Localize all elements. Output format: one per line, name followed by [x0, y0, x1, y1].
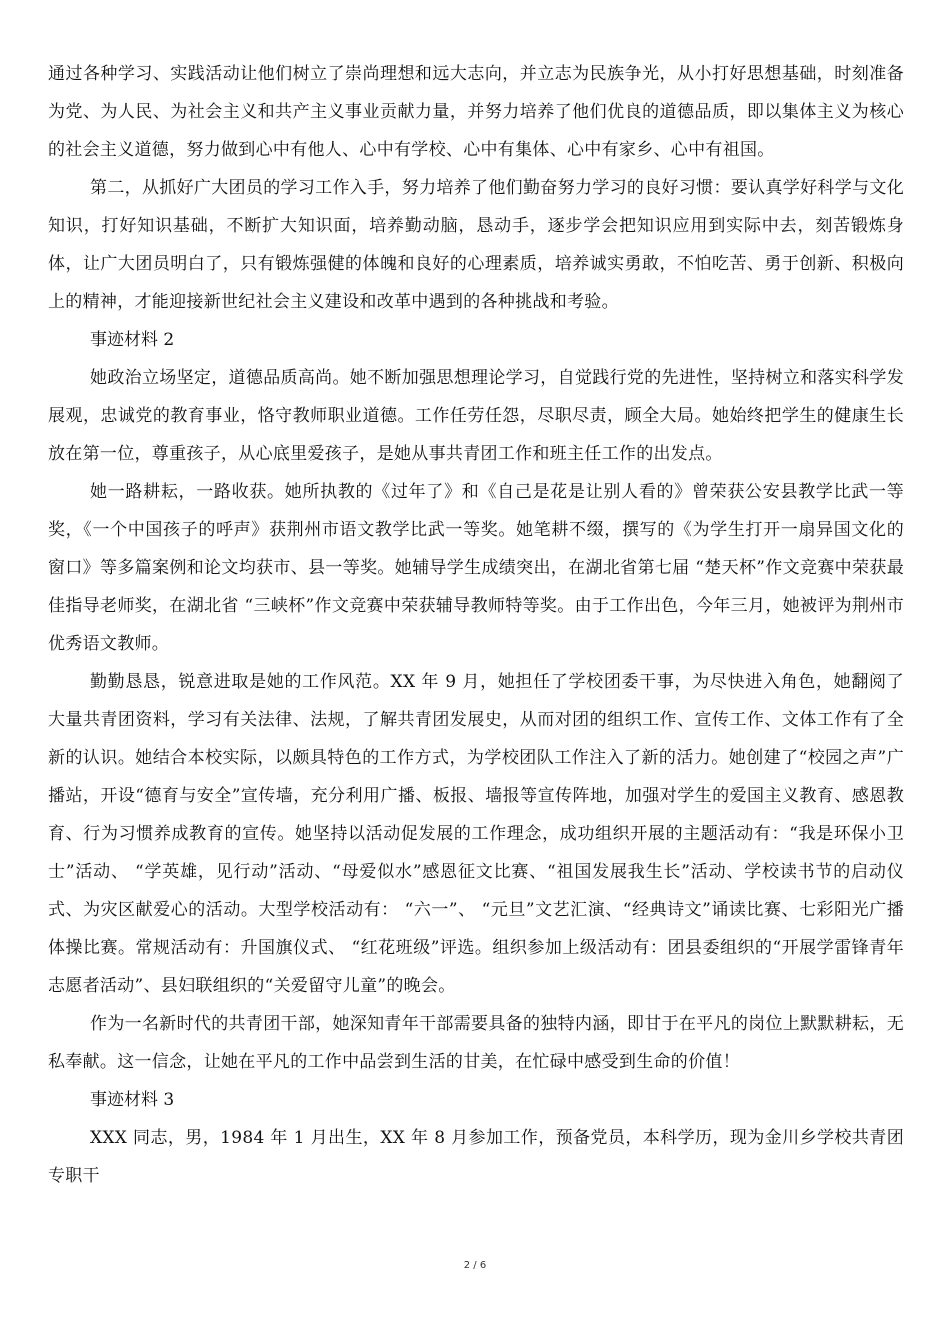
paragraph-continuation: 通过各种学习、实践活动让他们树立了崇尚理想和远大志向，并立志为民族争光，从小打好思想基础，时刻准备为党、为人民、为社会主义和共产主义事业贡献力量，并努力培养了他们优良的道德品质，即以集体主义为核心的社会主义道德，努力做到心中有他人、心中有学校、心中有集体、心中有家乡、心中有祖国。 [48, 64, 904, 160]
page-number: 2 / 6 [463, 1260, 487, 1271]
section-heading-material-2: 事迹材料 2 [90, 330, 175, 350]
paragraph-second-point: 第二，从抓好广大团员的学习工作入手，努力培养了他们勤奋努力学习的良好习惯：要认真学好科学与文化知识，打好知识基础，不断扩大知识面，培养勤动脑，恳动手，逐步学会把知识应用到实际中去，刻苦锻炼身体，让广大团员明白了，只有锻炼强健的体魄和良好的心理素质，培养诚实勇敢，不怕吃苦、勇于创新、积极向上的精神，才能迎接新世纪社会主义建设和改革中遇到的各种挑战和考验。 [48, 178, 904, 312]
paragraph-profile: XXX 同志，男，1984 年 1 月出生，XX 年 8 月参加工作，预备党员，本科学历，现为金川乡学校共青团专职干 [48, 1128, 904, 1186]
section-heading-material-3: 事迹材料 3 [90, 1090, 175, 1110]
paragraph-political-stance: 她政治立场坚定，道德品质高尚。她不断加强思想理论学习，自觉践行党的先进性，坚持树立和落实科学发展观，忠诚党的教育事业，恪守教师职业道德。工作任劳任怨，尽职尽责，顾全大局。她始终把学生的健康生长放在第一位，尊重孩子，从心底里爱孩子，是她从事共青团工作和班主任工作的出发点。 [48, 368, 904, 464]
paragraph-achievements: 她一路耕耘，一路收获。她所执教的《过年了》和《自己是花是让别人看的》曾荣获公安县教学比武一等奖，《一个中国孩子的呼声》获荆州市语文教学比武一等奖。她笔耕不缀，撰写的《为学生打开一扇异国文化的窗口》等多篇案例和论文均获市、县一等奖。她辅导学生成绩突出，在湖北省第七届 “楚天杯”作文竞赛中荣获最佳指导老师奖，在湖北省 “三峡杯”作文竞赛中荣获辅导教师特等奖。由于工作出色，今年三月，她被评为荆州市优秀语文教师。 [48, 482, 904, 654]
document-body [48, 55, 904, 1195]
paragraph-dedication: 作为一名新时代的共青团干部，她深知青年干部需要具备的独特内涵，即甘于在平凡的岗位上默默耕耘，无私奉献。这一信念，让她在平凡的工作中品尝到生活的甘美，在忙碌中感受到生命的价值！ [48, 1014, 904, 1072]
paragraph-work-style: 勤勤恳恳，锐意进取是她的工作风范。XX 年 9 月，她担任了学校团委干事，为尽快进入角色，她翻阅了大量共青团资料，学习有关法律、法规，了解共青团发展史，从而对团的组织工作、宣传工作、文体工作有了全新的认识。她结合本校实际，以颇具特色的工作方式，为学校团队工作注入了新的活力。她创建了“校园之声”广播站，开设“德育与安全”宣传墙，充分利用广播、板报、墙报等宣传阵地，加强对学生的爱国主义教育、感恩教育、行为习惯养成教育的宣传。她坚持以活动促发展的工作理念，成功组织开展的主题活动有：“我是环保小卫士”活动、 “学英雄，见行动”活动、“母爱似水”感恩征文比赛、“祖国发展我生长”活动、学校读书节的启动仪式、为灾区献爱心的活动。大型学校活动有： “六一”、 “元旦”文艺汇演、“经典诗文”诵读比赛、七彩阳光广播体操比赛。常规活动有：升国旗仪式、 “红花班级”评选。组织参加上级活动有：团县委组织的“开展学雷锋青年志愿者活动”、县妇联组织的“关爱留守儿童”的晚会。 [48, 672, 904, 996]
